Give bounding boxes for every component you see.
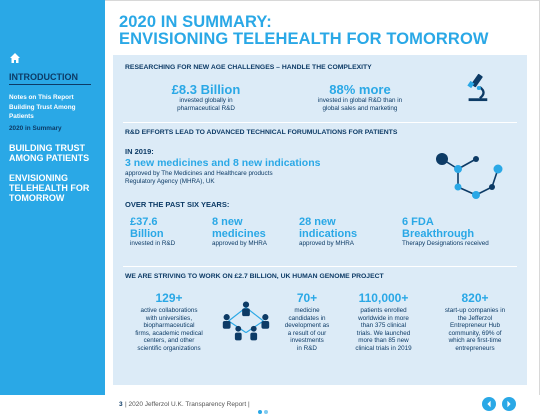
nav-sub-notes[interactable]: Notes on This Report xyxy=(9,94,74,101)
nav-sub-summary[interactable]: 2020 in Summary xyxy=(9,124,62,132)
genome-stat-patients-enrolled: 110,000+ patients enrolled worldwide in more than 375 clinical trials. We launched more than 85 new clinical trials in 2019 xyxy=(355,291,412,352)
stat-rd-vs-sales: 88% more invested in global R&D than in global sales and marketing xyxy=(317,82,403,112)
page-number: 3 xyxy=(119,401,123,408)
nav-section-envisioning[interactable]: ENVISIONING TELEHEALTH FOR TOMORROW xyxy=(9,173,90,203)
page-title: 2020 IN SUMMARY: ENVISIONING TELEHEALTH FOR TOMORROW xyxy=(119,13,489,48)
genome-stat-startups: 820+ start-up companies in the Jefferzol Entrepreneur Hub community, 69% of which are first-time entrepreneurs xyxy=(444,291,506,352)
six-years-heading: OVER THE PAST SIX YEARS: xyxy=(125,200,230,209)
nav-sub-building-trust[interactable]: Building Trust Among xyxy=(9,103,76,111)
prev-arrow-icon xyxy=(485,400,493,408)
genome-stat-medicine-candidates: 70+ medicine candidates in development as a result of our investments in R&D xyxy=(284,291,330,352)
page-dot[interactable] xyxy=(264,410,268,414)
active-underline xyxy=(9,84,91,85)
footer-report-title: | 2020 Jefferzol U.K. Transparency Report | xyxy=(125,401,250,408)
next-page-button[interactable] xyxy=(502,397,516,411)
rd-heading: R&D EFFORTS LEAD TO ADVANCED TECHNICAL FORUMULATIONS FOR PATIENTS xyxy=(125,129,398,136)
page-dots[interactable] xyxy=(258,401,270,418)
nav-sub-patients[interactable]: Patients xyxy=(9,113,34,120)
six-years-item: 28 new indications approved by MHRA xyxy=(299,216,358,247)
microscope-icon xyxy=(463,71,491,105)
stat-invested-globally: £8.3 Billion invested globally in pharmaceutical R&D xyxy=(171,82,241,112)
molecule-icon xyxy=(428,147,508,207)
nav-section-introduction[interactable]: INTRODUCTION xyxy=(9,72,99,85)
six-years-item: 6 FDA Breakthrough Therapy Designations received xyxy=(402,216,489,247)
rd-2019-block: IN 2019: 3 new medicines and 8 new indications approved by The Medicines and Healthcare products Regulatory Agency (MHRA), UK xyxy=(125,147,321,185)
home-icon[interactable] xyxy=(9,52,21,64)
section-divider xyxy=(123,122,517,123)
next-arrow-icon xyxy=(505,400,513,408)
genome-heading: WE ARE STRIVING TO WORK ON £2.7 BILLION, UK HUMAN GENOME PROJECT xyxy=(125,273,384,280)
prev-page-button[interactable] xyxy=(482,397,496,411)
research-heading: RESEARCHING FOR NEW AGE CHALLENGES – HANDLE THE COMPLEXITY xyxy=(125,64,372,71)
nav-section-building-trust[interactable]: BUILDING TRUST AMONG PATIENTS xyxy=(9,143,90,163)
page-dot[interactable] xyxy=(258,410,262,414)
sidebar xyxy=(0,0,105,395)
summary-panel xyxy=(113,55,527,385)
six-years-item: 8 new medicines approved by MHRA xyxy=(212,216,267,247)
people-network-icon xyxy=(217,299,275,343)
six-years-item: £37.6 Billion invested in R&D xyxy=(130,216,176,247)
page-footer xyxy=(0,395,540,418)
section-divider xyxy=(123,266,517,267)
genome-stat-collaborations: 129+ active collaborations with universities, biopharmaceutical firms, academic medical centers, and other scientific organizations xyxy=(135,291,203,352)
nav-subitems xyxy=(9,93,99,133)
